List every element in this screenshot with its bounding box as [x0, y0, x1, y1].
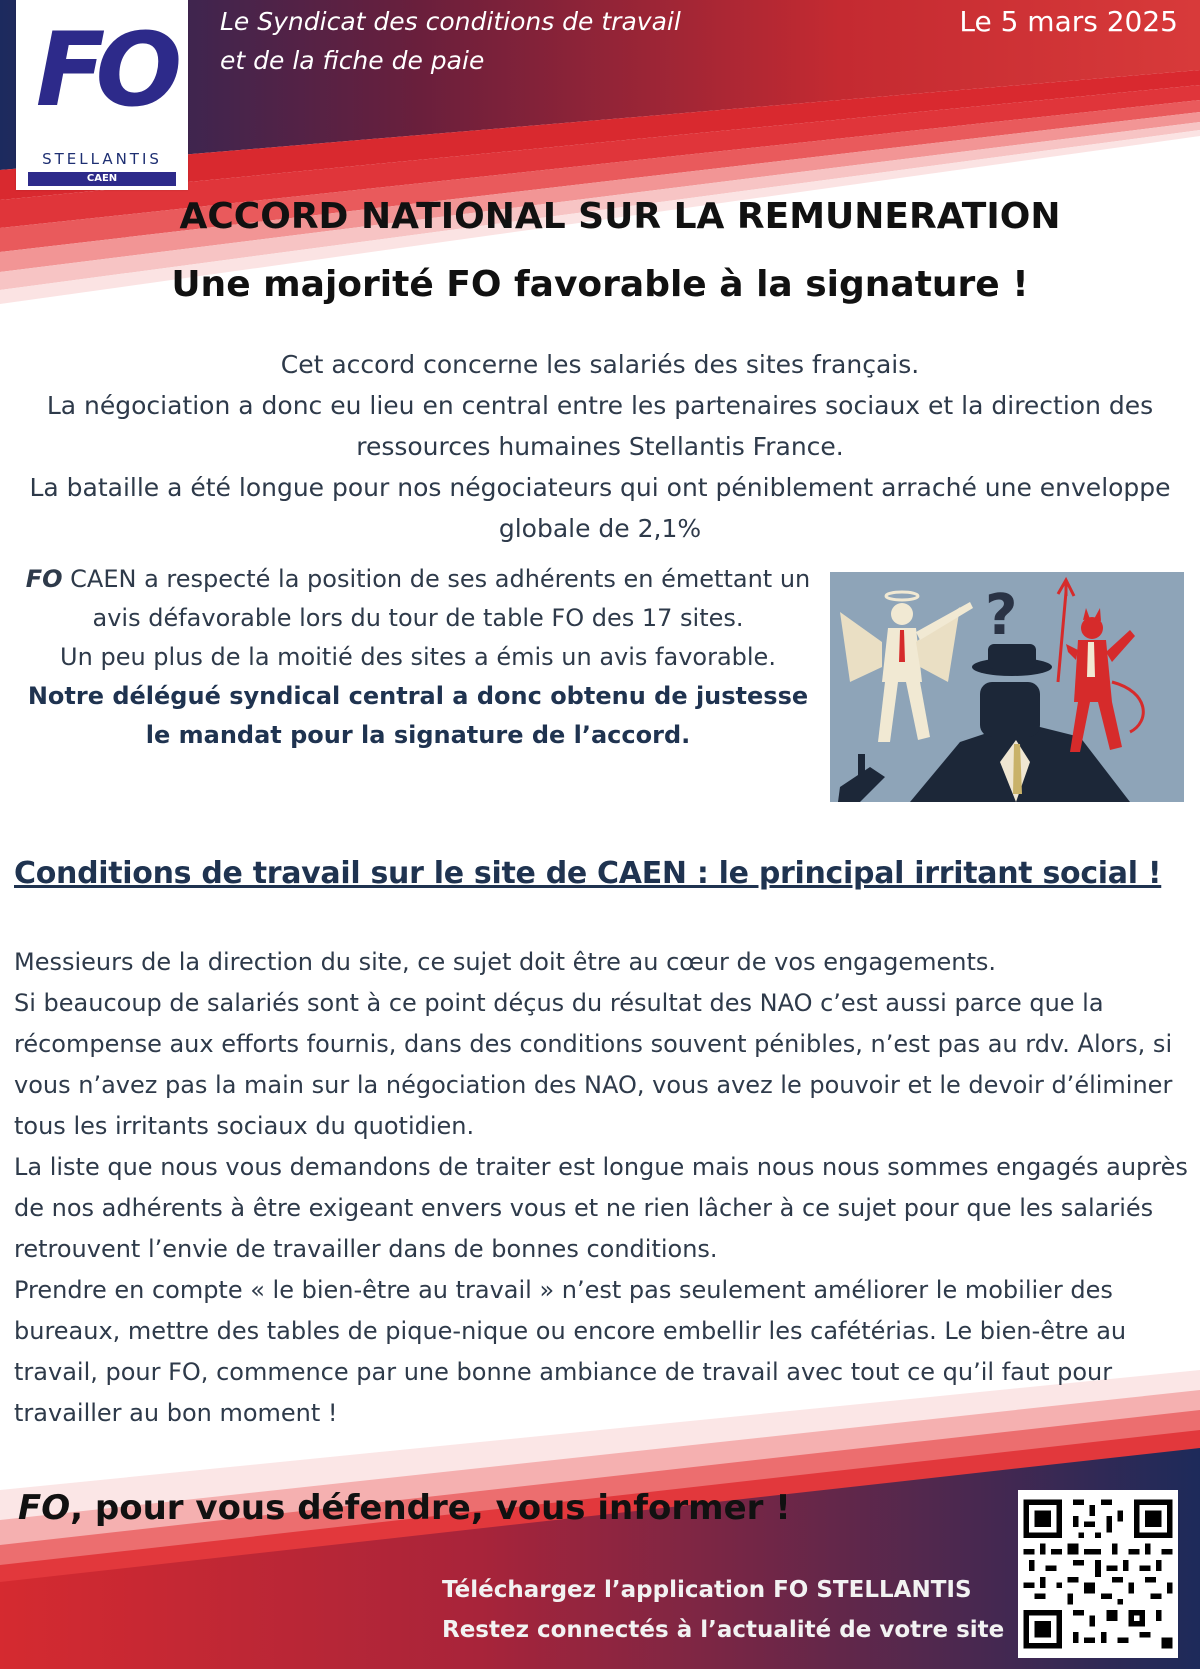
- fo-caen-text: CAEN a respecté la position de ses adhérents en émettant un avis défavorable lors du tour de table FO des 17 sites.: [62, 565, 811, 632]
- section-title: Conditions de travail sur le site de CAEN : le principal irritant social !: [14, 856, 1162, 891]
- body-text: [14, 942, 1189, 1434]
- logo-brand: STELLANTIS: [42, 150, 162, 168]
- fo-stellantis-logo: [16, 0, 188, 190]
- logo-city: CAEN: [28, 172, 176, 186]
- slogan: [18, 1488, 791, 1528]
- body-paragraph: La liste que nous vous demandons de traiter est longue mais nous nous sommes engagés auprès de nos adhérents à être exigeant envers vous et ne rien lâcher à ce sujet pour que les salariés retrouvent l’envie de travailler dans de bonnes conditions.: [14, 1153, 1188, 1263]
- intro-line: La négociation a donc eu lieu en central entre les partenaires sociaux et la direction des ressources humaines Stellantis France.: [46, 391, 1154, 461]
- slogan-text: , pour vous défendre, vous informer !: [70, 1488, 791, 1528]
- intro-line: La bataille a été longue pour nos négociateurs qui ont péniblement arraché une enveloppe globale de 2,1%: [29, 473, 1171, 543]
- sites-vote-line: Un peu plus de la moitié des sites a émis un avis favorable.: [60, 643, 776, 671]
- app-stay-connected-line: Restez connectés à l’actualité de votre site: [442, 1617, 1005, 1643]
- main-title: ACCORD NATIONAL SUR LA REMUNERATION: [179, 196, 1061, 237]
- slogan-fo: FO: [18, 1488, 71, 1528]
- logo-fo-text: FO: [35, 11, 173, 130]
- fo-label: FO: [25, 565, 63, 593]
- mandate-statement: Notre délégué syndical central a donc obtenu de justesse le mandat pour la signature de l’accord.: [27, 682, 809, 749]
- app-promo: [442, 1570, 1004, 1650]
- app-download-line: Téléchargez l’application FO STELLANTIS: [442, 1577, 972, 1603]
- intro-line: Cet accord concerne les salariés des sites français.: [280, 350, 920, 379]
- subtitle: Une majorité FO favorable à la signature !: [171, 264, 1029, 305]
- body-paragraph: Si beaucoup de salariés sont à ce point déçus du résultat des NAO c’est aussi parce que la récompense aux efforts fournis, dans des conditions souvent pénibles, n’est pas au rdv. Alors, si vous n’avez pas la main sur la négociation des NAO, vous avez le pouvoir et le devoir d’éliminer tous les irritants sociaux du quotidien.: [14, 989, 1173, 1140]
- intro-paragraph: [10, 344, 1190, 549]
- union-tagline: [220, 2, 681, 80]
- fo-caen-position: [14, 560, 822, 755]
- tagline-line-2: et de la fiche de paie: [220, 46, 485, 75]
- tagline-line-1: Le Syndicat des conditions de travail: [220, 7, 681, 36]
- body-paragraph: Messieurs de la direction du site, ce sujet doit être au cœur de vos engagements.: [14, 948, 997, 976]
- angel-devil-illustration: [830, 572, 1184, 802]
- fo-caen-line: [14, 560, 822, 638]
- qr-code-icon[interactable]: [1018, 1490, 1178, 1658]
- body-paragraph: Prendre en compte « le bien-être au travail » n’est pas seulement améliorer le mobilier des bureaux, mettre des tables de pique-nique ou encore embellir les cafétérias. Le bien-être au travail, pour FO, commence par une bonne ambiance de travail avec tout ce qu’il faut pour travailler au bon moment !: [14, 1276, 1127, 1427]
- svg-text:?: ?: [985, 583, 1018, 648]
- publication-date: Le 5 mars 2025: [959, 5, 1178, 38]
